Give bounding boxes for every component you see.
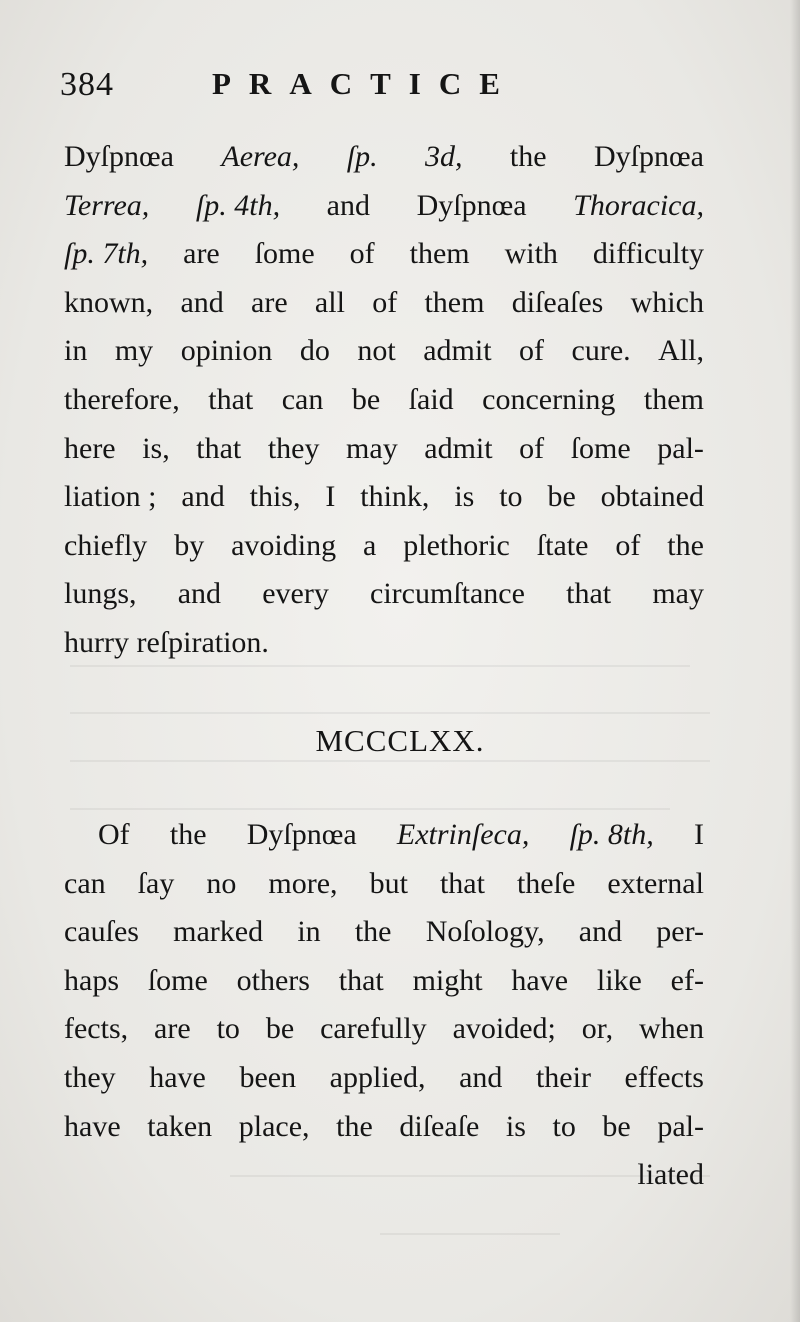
word: the xyxy=(354,915,392,949)
word: circumſtance xyxy=(370,577,525,611)
word: the xyxy=(509,140,547,173)
word: that xyxy=(338,963,384,997)
word: a xyxy=(363,528,377,562)
text-line xyxy=(64,376,704,425)
word: Thoracica, xyxy=(573,188,704,222)
word: of xyxy=(372,285,398,319)
word: is xyxy=(505,1109,526,1143)
text-line xyxy=(64,473,704,522)
word: chiefly xyxy=(64,528,148,562)
word: here xyxy=(64,431,116,465)
word: cauſes xyxy=(64,915,139,949)
word: may xyxy=(346,431,398,465)
word: their xyxy=(535,1060,591,1094)
word: All, xyxy=(658,334,704,368)
word: theſe xyxy=(516,866,576,900)
word: ſome xyxy=(147,963,208,997)
text-line xyxy=(64,619,704,668)
word: is, xyxy=(142,431,170,465)
word: been xyxy=(239,1060,297,1094)
word: liation ; xyxy=(64,480,157,514)
word: place, xyxy=(238,1109,310,1143)
word: of xyxy=(349,237,375,271)
word: which xyxy=(630,285,704,319)
word: be xyxy=(602,1109,631,1143)
section-heading: MCCCLXX. xyxy=(315,723,485,758)
word: that xyxy=(439,866,485,900)
word: they xyxy=(64,1060,116,1094)
word: ſay xyxy=(137,866,175,900)
word: Of xyxy=(98,818,130,851)
word: of xyxy=(615,528,641,562)
word: in xyxy=(297,915,321,949)
word: them xyxy=(424,285,485,319)
word: fects, xyxy=(64,1012,129,1046)
word: ſp. 8th, xyxy=(569,818,654,851)
word: is xyxy=(454,480,475,514)
word: plethoric xyxy=(403,528,510,562)
word: pal- xyxy=(657,1109,704,1143)
word: not xyxy=(357,334,396,368)
text-line xyxy=(64,279,704,328)
text-line xyxy=(64,1054,704,1103)
word: taken xyxy=(147,1109,213,1143)
word: 3d, xyxy=(425,140,463,173)
word: no xyxy=(206,866,237,900)
word: Aerea, xyxy=(221,140,300,173)
word: known, xyxy=(64,285,154,319)
word: of xyxy=(519,431,545,465)
word: Noſology, xyxy=(425,915,545,949)
word: that xyxy=(196,431,242,465)
word: I xyxy=(693,818,704,851)
running-head: PRACTICE xyxy=(212,66,518,101)
word: diſeaſes xyxy=(511,285,604,319)
word: and xyxy=(578,915,623,949)
word: all xyxy=(314,285,345,319)
word: ſp. 7th, xyxy=(64,237,149,271)
text-line xyxy=(64,957,704,1006)
word: like xyxy=(596,963,642,997)
word: effects xyxy=(624,1060,704,1094)
word: hurry reſpiration. xyxy=(64,625,269,659)
word: my xyxy=(114,334,154,368)
word: when xyxy=(639,1012,704,1046)
page-header xyxy=(60,66,720,110)
word: the xyxy=(667,528,704,562)
word: lungs, xyxy=(64,577,137,611)
word: have xyxy=(64,1109,121,1143)
word: are xyxy=(154,1012,191,1046)
word: Dyſpnœa xyxy=(64,140,174,173)
word: be xyxy=(351,382,381,416)
word: in xyxy=(64,334,88,368)
word: think, xyxy=(360,480,430,514)
text-line xyxy=(64,1005,704,1054)
word: opinion xyxy=(180,334,273,368)
word: that xyxy=(566,577,612,611)
word: that xyxy=(208,382,254,416)
word: them xyxy=(643,382,704,416)
catchword: liated xyxy=(637,1158,704,1192)
paragraph-1 xyxy=(64,133,704,668)
word: and xyxy=(177,577,222,611)
word: per- xyxy=(656,915,704,949)
word: ſtate xyxy=(536,528,589,562)
word: difficulty xyxy=(592,237,704,271)
text-line xyxy=(64,230,704,279)
word: the xyxy=(336,1109,373,1143)
catchword-line xyxy=(64,1151,704,1200)
text-line xyxy=(64,811,704,860)
text-line xyxy=(64,570,704,619)
text-line xyxy=(64,1103,704,1152)
word: are xyxy=(251,285,288,319)
word: Dyſpnœa xyxy=(593,140,704,173)
word: ſp. 4th, xyxy=(195,188,281,222)
text-line xyxy=(64,133,704,182)
word: pal- xyxy=(657,431,704,465)
text-line xyxy=(64,908,704,957)
word: therefore, xyxy=(64,382,180,416)
word: Extrinſeca, xyxy=(396,818,530,851)
word: or, xyxy=(581,1012,614,1046)
page-number: 384 xyxy=(60,66,114,103)
word: admit xyxy=(424,431,493,465)
word: have xyxy=(511,963,569,997)
text-line xyxy=(64,425,704,474)
word: with xyxy=(504,237,558,271)
word: Terrea, xyxy=(64,188,150,222)
word: applied, xyxy=(329,1060,426,1094)
word: be xyxy=(265,1012,295,1046)
word: admit xyxy=(423,334,492,368)
word: to xyxy=(552,1109,576,1143)
text-line xyxy=(64,182,704,231)
word: can xyxy=(64,866,106,900)
word: obtained xyxy=(600,480,704,514)
word: more, xyxy=(268,866,338,900)
word: by xyxy=(174,528,205,562)
word: this, xyxy=(249,480,301,514)
word: and xyxy=(459,1060,503,1094)
word: I xyxy=(325,480,336,514)
word: Dyſpnœa xyxy=(246,818,357,851)
word: to xyxy=(216,1012,240,1046)
word: others xyxy=(236,963,310,997)
word: ſp. xyxy=(346,140,378,173)
word: ſome xyxy=(254,237,315,271)
word: ſome xyxy=(570,431,631,465)
word: external xyxy=(607,866,704,900)
word: Dyſpnœa xyxy=(416,188,527,222)
word: to xyxy=(499,480,523,514)
word: be xyxy=(547,480,576,514)
word: ef- xyxy=(670,963,704,997)
word: of xyxy=(519,334,545,368)
word: but xyxy=(369,866,408,900)
word: and xyxy=(181,480,225,514)
text-line xyxy=(64,522,704,571)
word: diſeaſe xyxy=(399,1109,480,1143)
word: haps xyxy=(64,963,119,997)
word: cure. xyxy=(571,334,631,368)
word: avoided; xyxy=(452,1012,556,1046)
word: and xyxy=(326,188,370,222)
word: avoiding xyxy=(231,528,337,562)
word: every xyxy=(262,577,329,611)
word: them xyxy=(409,237,470,271)
word: marked xyxy=(173,915,264,949)
page-edge-shadow xyxy=(790,0,800,1322)
word: and xyxy=(180,285,224,319)
word: may xyxy=(652,577,704,611)
word: carefully xyxy=(320,1012,427,1046)
paragraph-2 xyxy=(64,811,704,1200)
text-line xyxy=(64,327,704,376)
word: concerning xyxy=(482,382,616,416)
word: might xyxy=(412,963,483,997)
word: do xyxy=(299,334,330,368)
text-line xyxy=(64,860,704,909)
word: the xyxy=(169,818,207,851)
word: they xyxy=(267,431,320,465)
word: are xyxy=(183,237,220,271)
word: can xyxy=(281,382,324,416)
word: have xyxy=(149,1060,206,1094)
word: ſaid xyxy=(408,382,454,416)
